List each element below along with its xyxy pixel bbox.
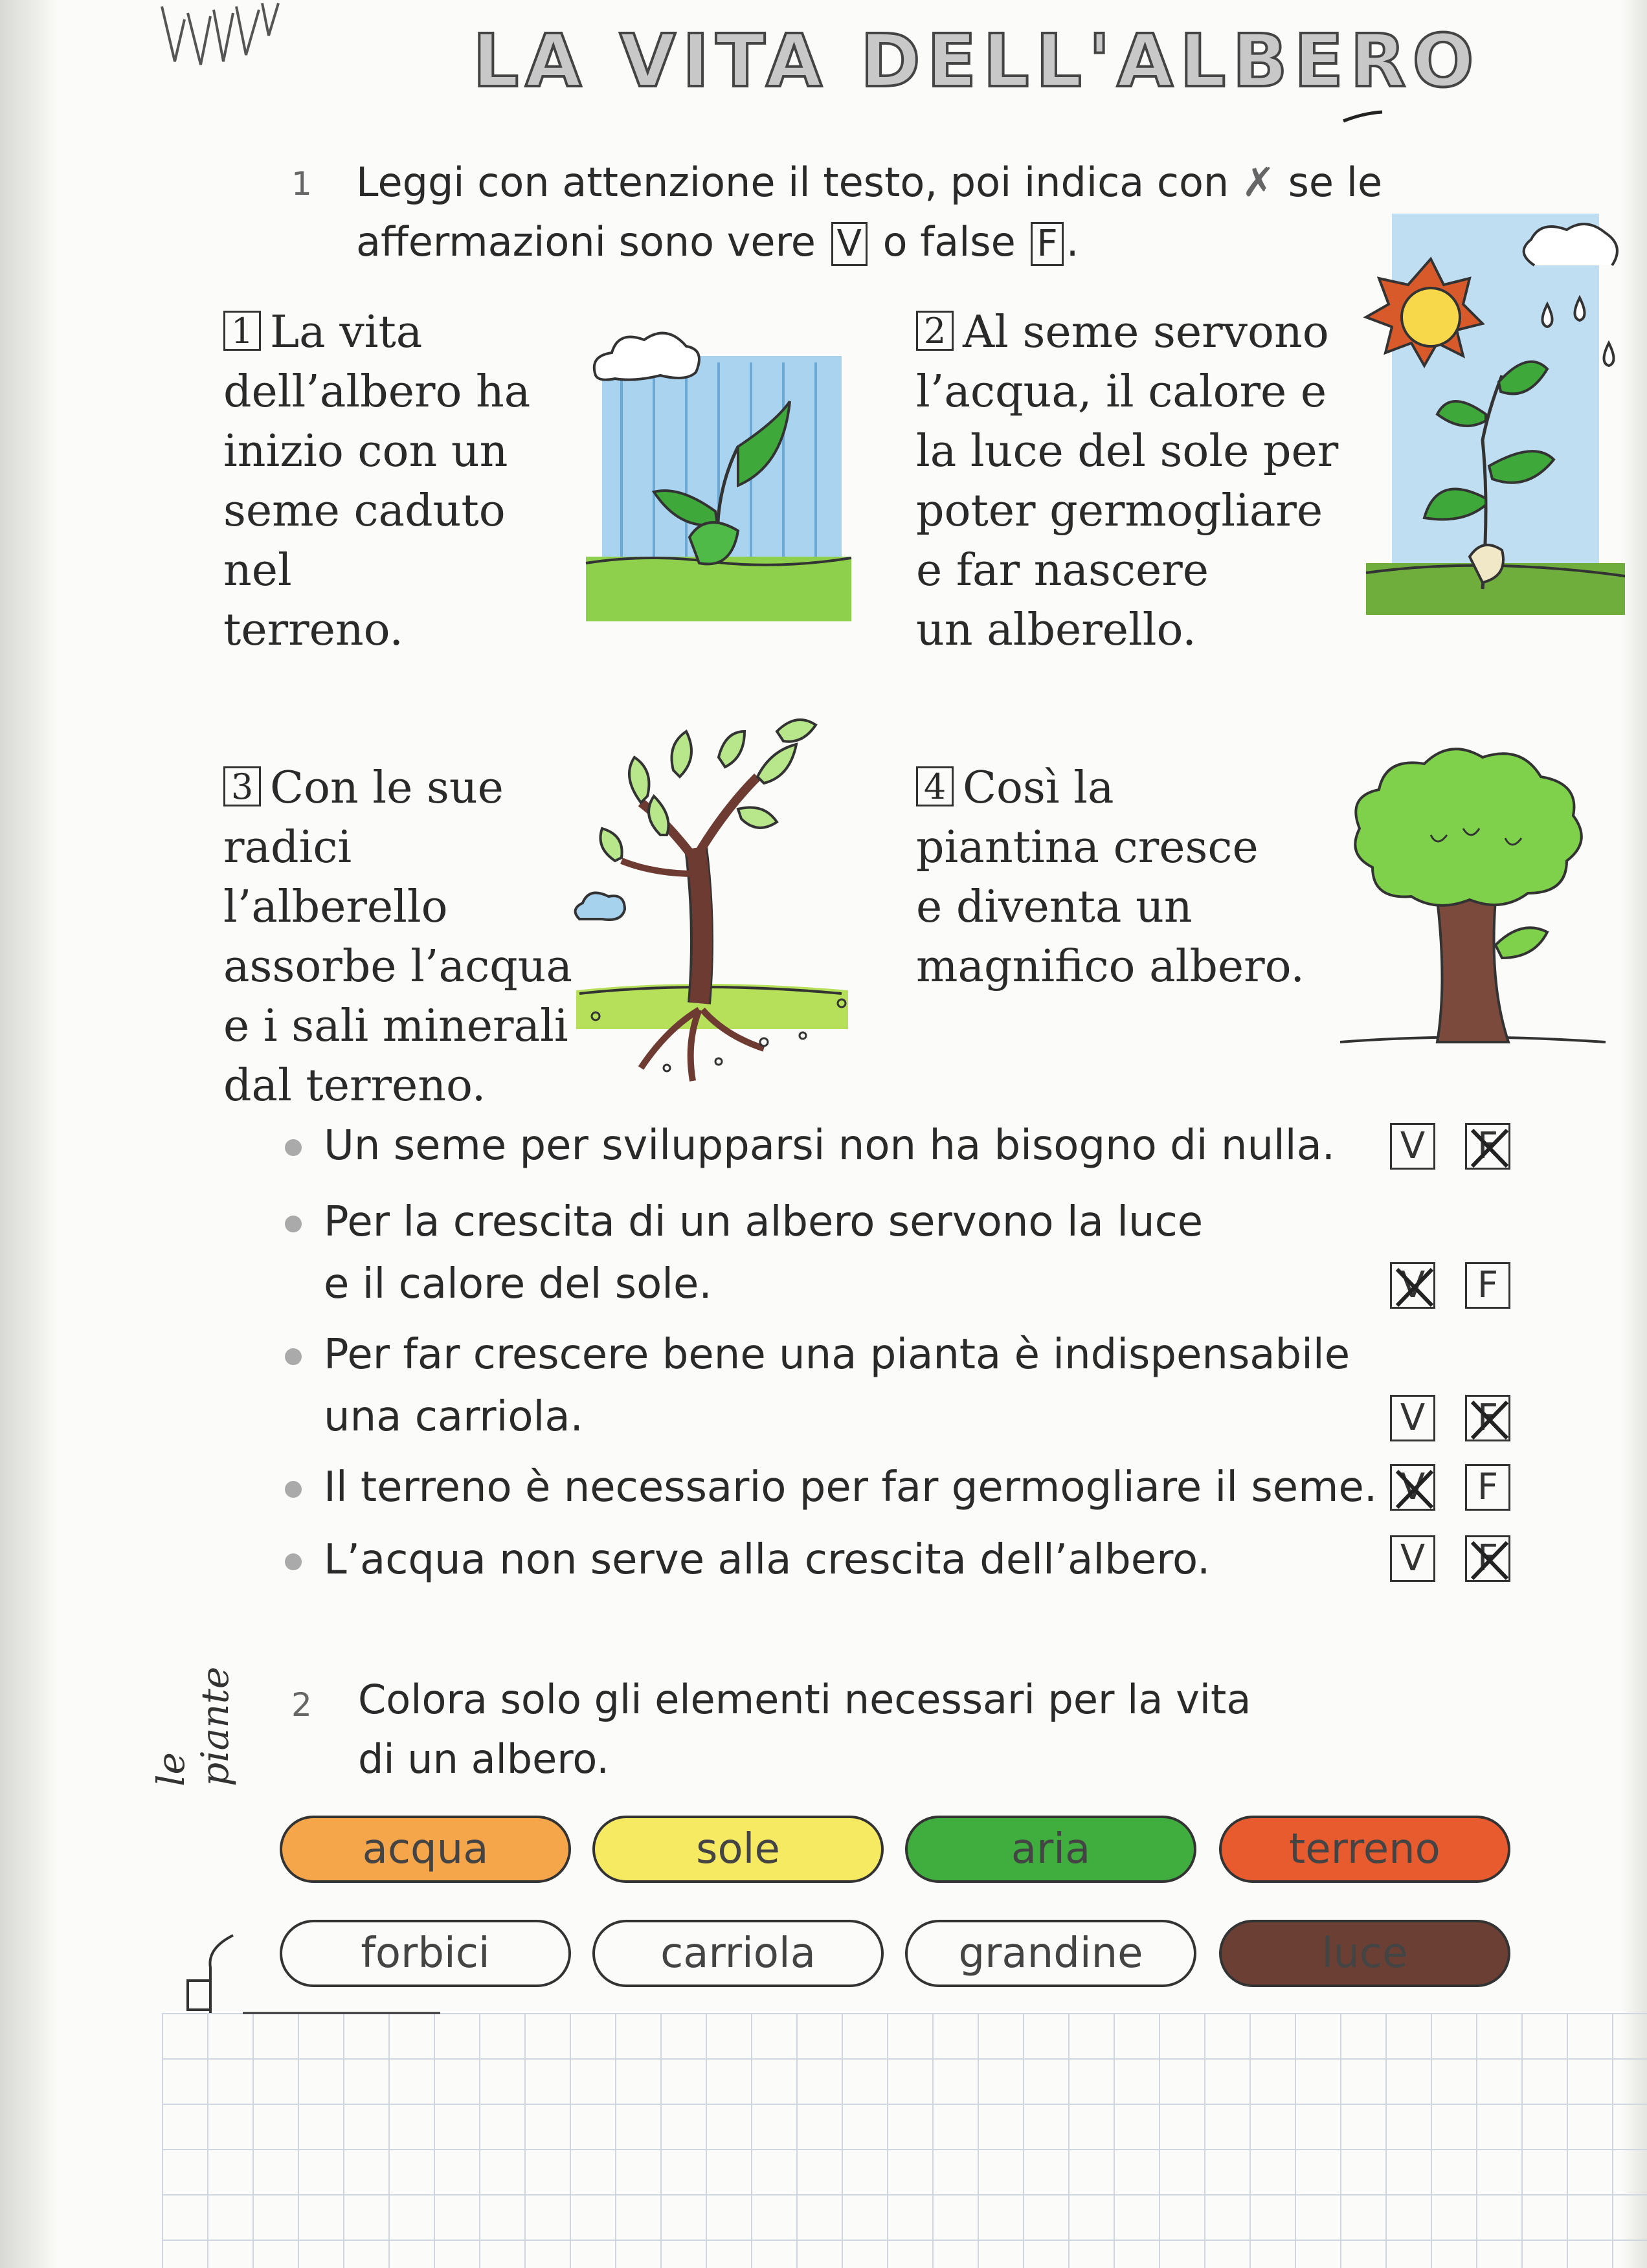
story-line: radici l’alberello (223, 822, 448, 933)
true-checkbox[interactable] (1390, 1535, 1435, 1582)
exercise-1-number: 1 (291, 165, 312, 203)
true-checkbox[interactable] (1390, 1123, 1435, 1170)
page-edge-shadow (1621, 0, 1647, 2268)
false-checkbox[interactable] (1465, 1535, 1510, 1582)
statement-text (324, 1115, 1335, 1177)
word-pill-label: grandine (958, 1929, 1143, 1977)
statement-line: Un seme per svilupparsi non ha bisogno di nulla. (324, 1122, 1336, 1170)
story-line: assorbe l’acqua (223, 941, 573, 992)
seedling-rain-illustration (583, 317, 855, 628)
statement-text (324, 1324, 1350, 1448)
word-pill-carriola[interactable] (592, 1920, 884, 1987)
cross-mark-icon (1467, 1125, 1512, 1172)
word-pill-label: aria (1011, 1825, 1091, 1873)
word-pill-grandine[interactable] (905, 1920, 1196, 1987)
false-checkbox[interactable] (1465, 1262, 1510, 1309)
bullet-icon (285, 1139, 302, 1156)
story-block-2 (916, 303, 1369, 660)
checkbox-letter: F (1477, 1466, 1499, 1508)
story-line: seme caduto nel (223, 485, 506, 596)
true-box-legend: V (831, 222, 868, 266)
story-line: la luce del sole per (916, 426, 1339, 477)
cross-mark-icon (1467, 1397, 1512, 1443)
side-section-label: le piante (149, 1666, 237, 1786)
checkbox-letter: V (1400, 1466, 1426, 1508)
story-block-3 (223, 759, 586, 1116)
word-pill-acqua[interactable] (280, 1816, 571, 1883)
instruction-period: . (1066, 218, 1079, 265)
word-pill-label: sole (696, 1825, 780, 1873)
cross-mark-icon (1467, 1537, 1512, 1584)
word-pill-label: carriola (660, 1929, 816, 1977)
story-line: un alberello. (916, 605, 1196, 656)
young-tree-roots-illustration (570, 706, 855, 1094)
story-number-box: 4 (916, 766, 954, 806)
checkbox-letter: F (1477, 1537, 1499, 1579)
false-box-legend: F (1031, 222, 1063, 266)
statement-line: Per la crescita di un albero servono la luce (324, 1198, 1204, 1246)
instruction-line: Colora solo gli elementi necessari per la vita (358, 1676, 1251, 1723)
bullet-icon (285, 1553, 302, 1570)
instruction-text-a: Leggi con attenzione il testo, poi indica con (356, 159, 1229, 206)
statement-text (324, 1529, 1210, 1591)
statement-line: L’acqua non serve alla crescita dell’albero. (324, 1536, 1211, 1584)
cross-mark-icon (1392, 1466, 1437, 1513)
word-pill-label: acqua (362, 1825, 489, 1873)
page-title: LA VITA DELL'ALBERO (473, 19, 1481, 104)
checkbox-letter: V (1400, 1397, 1426, 1439)
story-line: dell’albero ha (223, 366, 531, 417)
checkbox-letter: V (1400, 1537, 1426, 1579)
word-pill-sole[interactable] (592, 1816, 884, 1883)
word-pill-label: forbici (361, 1929, 490, 1977)
word-pill-label: terreno (1289, 1825, 1440, 1873)
cross-mark-icon (1392, 1264, 1437, 1311)
cross-mark-icon: ✗ (1241, 159, 1275, 206)
checkbox-letter: F (1477, 1264, 1499, 1306)
instruction-text-b: se le (1288, 159, 1383, 206)
exercise-2-instruction (358, 1670, 1459, 1789)
checkbox-letter: F (1477, 1397, 1499, 1439)
word-pill-luce[interactable] (1219, 1920, 1510, 1987)
bullet-icon (285, 1216, 302, 1232)
notebook-spine-shadow (0, 0, 58, 2268)
true-checkbox[interactable] (1390, 1262, 1435, 1309)
bullet-icon (285, 1348, 302, 1365)
checkbox-letter: V (1400, 1264, 1426, 1306)
instruction-text-c: affermazioni sono vere (356, 218, 816, 265)
story-line: terreno. (223, 605, 403, 656)
word-pill-forbici[interactable] (280, 1920, 571, 1987)
statement-line: Per far crescere bene una pianta è indispensabile (324, 1331, 1350, 1379)
graph-paper-grid (162, 2013, 1647, 2268)
story-block-4 (916, 759, 1330, 997)
story-line: e far nascere (916, 545, 1209, 596)
pen-stroke-mark (1340, 107, 1385, 126)
story-line: l’acqua, il calore e (916, 366, 1327, 417)
instruction-line: di un albero. (358, 1735, 609, 1783)
true-checkbox[interactable] (1390, 1464, 1435, 1511)
statement-line: una carriola. (324, 1393, 583, 1441)
story-line: e diventa un (916, 882, 1193, 933)
story-block-1 (223, 303, 586, 660)
checkbox-letter: V (1400, 1125, 1426, 1167)
story-line: La vita (270, 307, 423, 358)
false-checkbox[interactable] (1465, 1123, 1510, 1170)
word-pill-aria[interactable] (905, 1816, 1196, 1883)
story-number-box: 3 (223, 766, 261, 806)
statement-line: e il calore del sole. (324, 1260, 712, 1308)
statement-text (324, 1191, 1203, 1315)
instruction-text-d: o false (882, 218, 1016, 265)
exercise-2-number: 2 (291, 1686, 312, 1724)
word-pill-label: luce (1321, 1929, 1408, 1977)
sun-rays-icon (149, 0, 285, 71)
story-line: poter germogliare (916, 485, 1323, 537)
story-number-box: 2 (916, 311, 954, 351)
grown-tree-illustration (1334, 738, 1606, 1055)
statement-text (324, 1456, 1377, 1518)
word-pill-terreno[interactable] (1219, 1816, 1510, 1883)
story-number-box: 1 (223, 311, 261, 351)
true-checkbox[interactable] (1390, 1395, 1435, 1441)
story-line: Con le sue (270, 762, 504, 814)
false-checkbox[interactable] (1465, 1395, 1510, 1441)
sun-rain-sprout-illustration (1353, 214, 1625, 654)
story-line: dal terreno. (223, 1060, 486, 1111)
story-line: Al seme servono (963, 307, 1329, 358)
story-line: piantina cresce (916, 822, 1259, 873)
story-line: magnifico albero. (916, 941, 1305, 992)
exercise-1-instruction (356, 153, 1457, 272)
bullet-icon (285, 1481, 302, 1498)
false-checkbox[interactable] (1465, 1464, 1510, 1511)
statement-line: Il terreno è necessario per far germogliare il seme. (324, 1463, 1378, 1511)
story-line: e i sali minerali (223, 1001, 568, 1052)
story-line: inizio con un (223, 426, 508, 477)
story-line: Così la (963, 762, 1114, 814)
checkbox-letter: F (1477, 1125, 1499, 1167)
